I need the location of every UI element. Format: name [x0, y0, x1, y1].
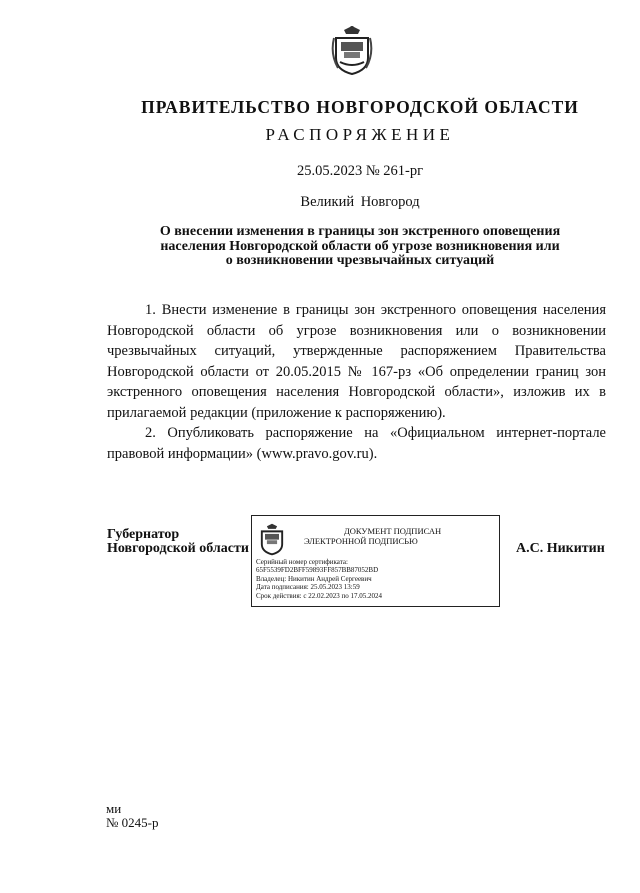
city: Великий Новгород — [300, 194, 420, 210]
signer-position-line: Губернатор — [107, 527, 180, 542]
stamp-heading-line: ЭЛЕКТРОННОЙ ПОДПИСЬЮ — [304, 536, 418, 546]
government-name: ПРАВИТЕЛЬСТВО НОВГОРОДСКОЙ ОБЛАСТИ — [141, 97, 579, 117]
signer-name: А.С. Никитин — [516, 541, 605, 556]
subject-line: О внесении изменения в границы зон экстренного оповещения — [159, 224, 561, 239]
paragraph-2: 2. Опубликовать распоряжение на «Официальном интернет-портале правовой информации» (www.pravo.gov.ru). — [107, 425, 606, 462]
certificate-owner: Владелец: Никитин Андрей Сергеевич — [256, 574, 372, 583]
document-subject — [120, 225, 600, 269]
stamp-heading — [304, 526, 441, 546]
subject-line: населения Новгородской области об угрозе возникновения или — [160, 238, 560, 254]
date-number: 25.05.2023 № 261-рг — [296, 163, 424, 179]
stamp-heading-line: ДОКУМЕНТ ПОДПИСАН — [344, 526, 442, 536]
serial-number: 65F5539FD2BFF59893FF857BB87052BD — [256, 566, 379, 575]
document-body — [107, 300, 606, 464]
executor-initials: ми — [106, 801, 122, 816]
certificate-validity: Срок действия: с 22.02.2023 по 17.05.2024 — [256, 591, 382, 600]
internal-number: № 0245-р — [106, 815, 159, 830]
paragraph-1: 1. Внести изменение в границы зон экстренного оповещения населения Новгородской области об угрозе возникновения или о возникновении чрезвычайных ситуаций, утвержденные распоряжением Правительства Новгородской области от 20.05.2015 № 167-рз «Об определении границ зон экстренного оповещения населения Новгородской области», изложив их в прилагаемой редакции (приложение к распоряжению). — [107, 302, 606, 421]
coat-of-arms-icon — [330, 24, 374, 76]
stamp-coat-of-arms-icon — [258, 522, 286, 556]
document-type: РАСПОРЯЖЕНИЕ — [265, 125, 455, 144]
electronic-signature-stamp — [251, 515, 500, 607]
stamp-details — [256, 558, 382, 600]
document-footer — [106, 802, 158, 830]
signer-position — [107, 528, 249, 556]
signer-position-line: Новгородской области — [107, 541, 249, 556]
subject-line: о возникновении чрезвычайных ситуаций — [225, 253, 495, 268]
signing-date: Дата подписания: 25.05.2023 13:59 — [256, 583, 360, 592]
serial-label: Серийный номер сертификата: — [256, 558, 348, 566]
